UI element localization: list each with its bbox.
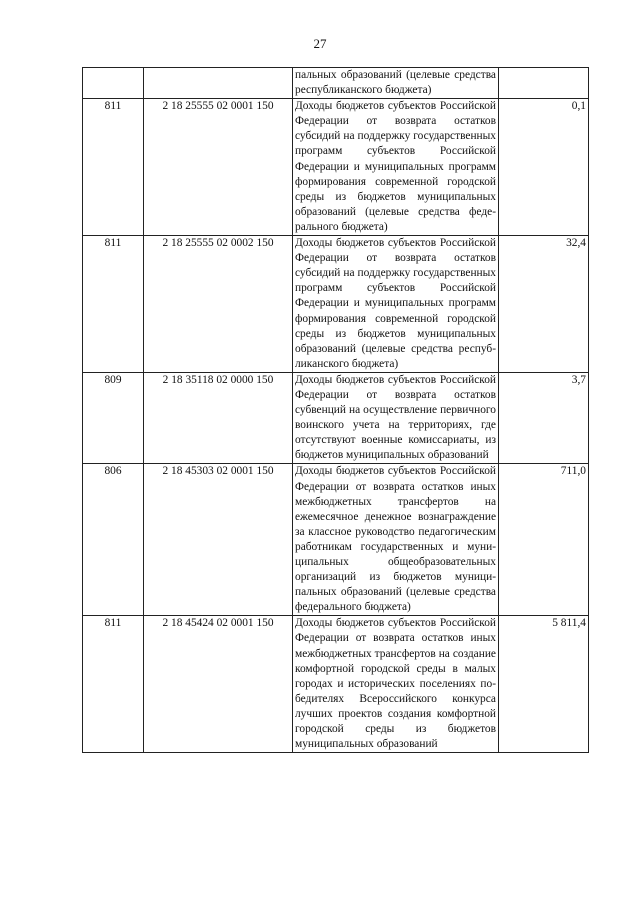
amount-cell: 3,7 <box>499 372 589 464</box>
table-row <box>83 464 589 616</box>
revenue-table-body <box>83 68 589 753</box>
revenue-name-cell: Доходы бюджетов субъектов Российской Федерации от возврата остатков субсидий на поддержку государственных программ субъектов Российской Федерации и муниципальных программ формирования современной городской среды из бюджетов муниципальных образований (целевые средства федерального бюджета) <box>293 99 499 236</box>
admin-code-cell: 811 <box>83 616 144 753</box>
admin-code-cell: 809 <box>83 372 144 464</box>
admin-code-cell: 811 <box>83 99 144 236</box>
revenue-name-cell: Доходы бюджетов субъектов Российской Федерации от возврата остатков иных межбюджетных трансфертов на ежемесячное денежное вознаграждение за классное руководство педагогическим работникам государственных и муниципальных общеобразовательных организаций из бюджетов муниципальных образований (целевые средства федерального бюджета) <box>293 464 499 616</box>
amount-cell <box>499 68 589 99</box>
table-row <box>83 99 589 236</box>
budget-classification-code-cell: 2 18 45303 02 0001 150 <box>144 464 293 616</box>
table-row <box>83 616 589 753</box>
page-number: 27 <box>313 36 327 51</box>
table-row <box>83 236 589 373</box>
budget-classification-code-cell: 2 18 25555 02 0001 150 <box>144 99 293 236</box>
revenue-name-cell: Доходы бюджетов субъектов Российской Федерации от возврата остатков субсидий на поддержку государственных программ субъектов Российской Федерации и муниципальных программ формирования современной городской среды из бюджетов муниципальных образований (целевые средства республиканского бюджета) <box>293 236 499 373</box>
budget-classification-code-cell: 2 18 45424 02 0001 150 <box>144 616 293 753</box>
table-row <box>83 372 589 464</box>
table-row <box>83 68 589 99</box>
revenue-name-cell: Доходы бюджетов субъектов Российской Федерации от возврата остатков субвенций на осуществление первичного воинского учета на территориях, где отсутствуют военные комиссариаты, из бюджетов муниципальных образований <box>293 372 499 464</box>
amount-cell: 711,0 <box>499 464 589 616</box>
revenue-name-cell: пальных образований (целевые средства республиканского бюджета) <box>293 68 499 99</box>
amount-cell: 0,1 <box>499 99 589 236</box>
amount-cell: 5 811,4 <box>499 616 589 753</box>
budget-classification-code-cell <box>144 68 293 99</box>
revenue-table <box>82 67 589 753</box>
revenue-name-cell: Доходы бюджетов субъектов Российской Федерации от возврата остатков иных межбюджетных трансфертов на создание комфортной городской среды в малых городах и исторических поселениях победителях Всероссийского конкурса лучших проектов создания комфортной городской среды из бюджетов муниципальных образований <box>293 616 499 753</box>
admin-code-cell <box>83 68 144 99</box>
budget-classification-code-cell: 2 18 25555 02 0002 150 <box>144 236 293 373</box>
admin-code-cell: 811 <box>83 236 144 373</box>
admin-code-cell: 806 <box>83 464 144 616</box>
amount-cell: 32,4 <box>499 236 589 373</box>
budget-classification-code-cell: 2 18 35118 02 0000 150 <box>144 372 293 464</box>
